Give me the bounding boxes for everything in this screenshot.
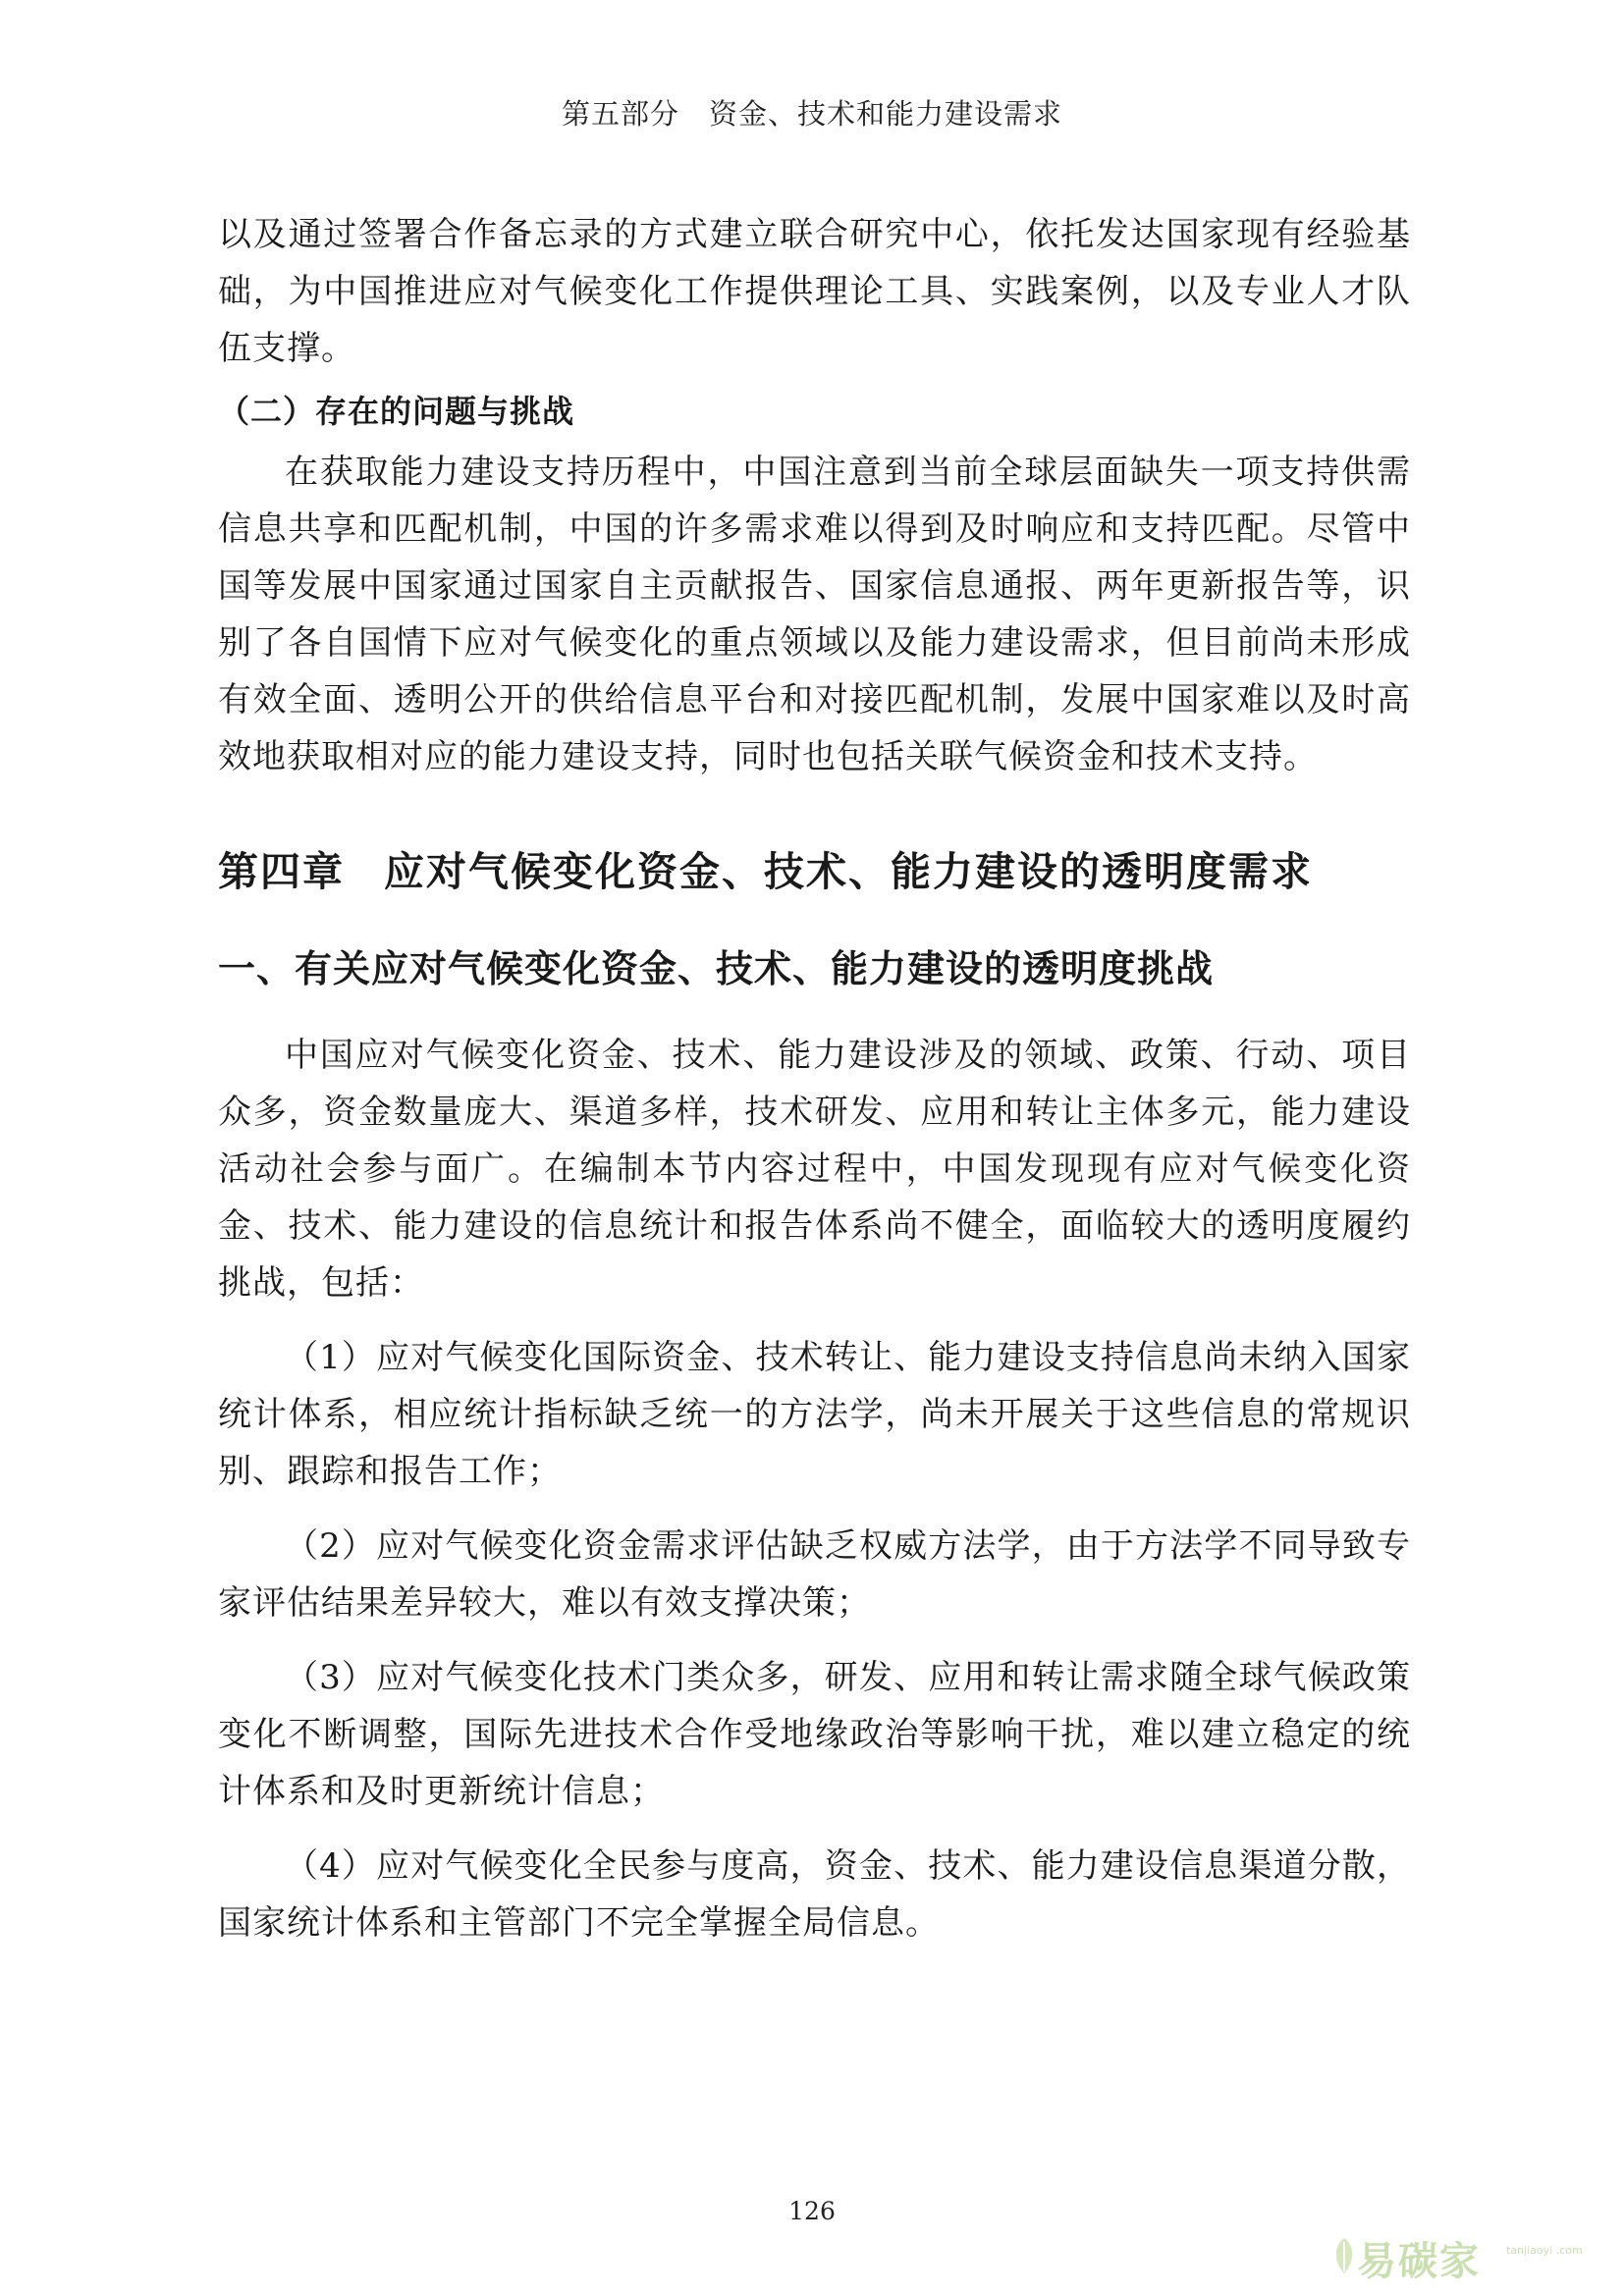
list-item: （3）应对气候变化技术门类众多，研发、应用和转让需求随全球气候政策变化不断调整，国际先进技术合作受地缘政治等影响干扰，难以建立稳定的统计体系和及时更新统计信息；: [218, 1658, 1411, 1811]
chapter-number: 第四章: [218, 848, 345, 895]
chapter-title: 应对气候变化资金、技术、能力建设的透明度需求: [384, 848, 1313, 895]
subsection-heading: （二）存在的问题与挑战: [218, 393, 575, 430]
intro-paragraph: 以及通过签署合作备忘录的方式建立联合研究中心，依托发达国家现有经验基础，为中国推进应对气候变化工作提供理论工具、实践案例，以及专业人才队伍支撑。: [218, 215, 1411, 368]
chapter-heading: [218, 842, 1411, 901]
section-heading: 一、有关应对气候变化资金、技术、能力建设的透明度挑战: [218, 947, 1215, 990]
list-item: （1）应对气候变化国际资金、技术转让、能力建设支持信息尚未纳入国家统计体系，相应统计指标缺乏统一的方法学，尚未开展关于这些信息的常规识别、跟踪和报告工作；: [218, 1338, 1411, 1491]
list-item: （4）应对气候变化全民参与度高，资金、技术、能力建设信息渠道分散，国家统计体系和主管部门不完全掌握全局信息。: [218, 1846, 1411, 1943]
leaf-logo-icon: [1329, 2236, 1359, 2275]
site-watermark: [1329, 2226, 1585, 2285]
running-header: 第五部分 资金、技术和能力建设需求: [561, 97, 1062, 131]
page-content: [218, 206, 1411, 1951]
watermark-brand: 易碳家: [1357, 2239, 1481, 2284]
watermark-domain: tanjiaoyi .com: [1506, 2244, 1583, 2257]
page-number: 126: [788, 2197, 836, 2225]
list-item: （2）应对气候变化资金需求评估缺乏权威方法学，由于方法学不同导致专家评估结果差异较大，难以有效支撑决策；: [218, 1526, 1411, 1623]
section-paragraph: 中国应对气候变化资金、技术、能力建设涉及的领域、政策、行动、项目众多，资金数量庞大、渠道多样，技术研发、应用和转让主体多元，能力建设活动社会参与面广。在编制本节内容过程中，中国发现现有应对气候变化资金、技术、能力建设的信息统计和报告体系尚不健全，面临较大的透明度履约挑战，包括：: [218, 1036, 1411, 1303]
subsection-paragraph: 在获取能力建设支持历程中，中国注意到当前全球层面缺失一项支持供需信息共享和匹配机制，中国的许多需求难以得到及时响应和支持匹配。尽管中国等发展中国家通过国家自主贡献报告、国家信息通报、两年更新报告等，识别了各自国情下应对气候变化的重点领域以及能力建设需求，但目前尚未形成有效全面、透明公开的供给信息平台和对接匹配机制，发展中国家难以及时高效地获取相对应的能力建设支持，同时也包括关联气候资金和技术支持。: [218, 453, 1411, 776]
